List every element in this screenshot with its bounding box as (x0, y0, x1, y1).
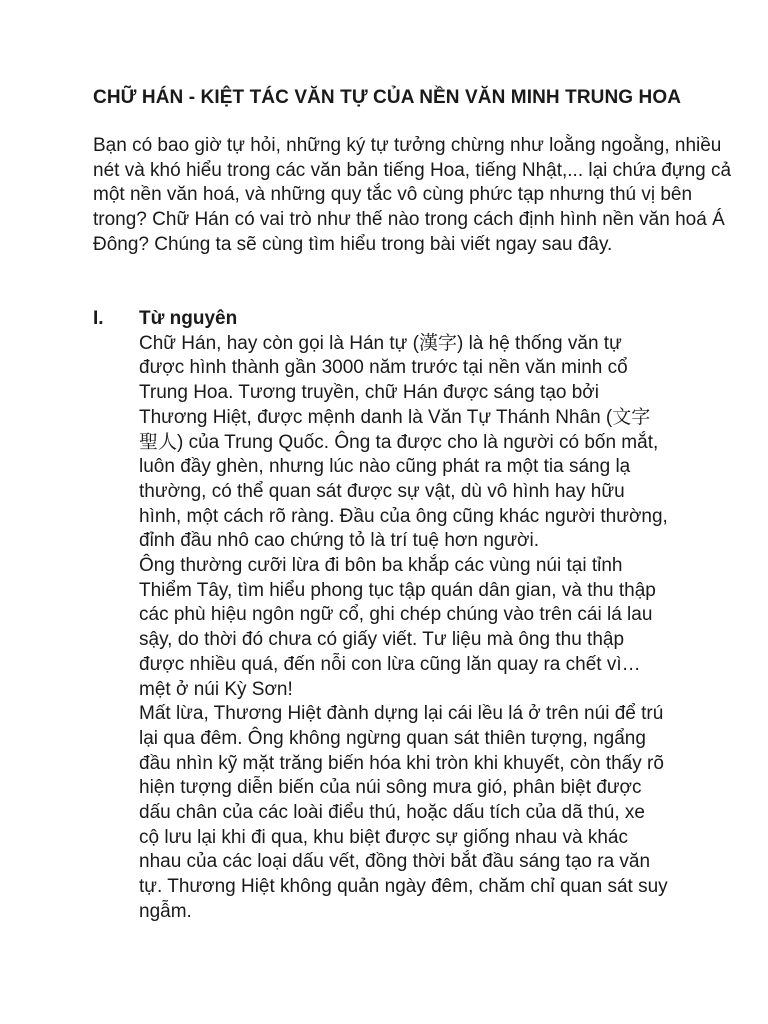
document-title: CHỮ HÁN - KIỆT TÁC VĂN TỰ CỦA NỀN VĂN MINH TRUNG HOA (93, 87, 682, 108)
body-paragraph-2: Ông thường cưỡi lừa đi bôn ba khắp các vùng núi tại tỉnh Thiểm Tây, tìm hiểu phong tục tập quán dân gian, và thu thập các phù hiệu ngôn ngữ cổ, ghi chép chúng vào trên cái lá lau sậy, do thời đó chưa có giấy viết. Tư liệu mà ông thu thập được nhiều quá, đến nỗi con lừa cũng lăn quay ra chết vì… mệt ở núi Kỳ Sơn! (139, 555, 656, 700)
body-paragraph-1: Chữ Hán, hay còn gọi là Hán tự (漢字) là hệ thống văn tự được hình thành gần 3000 năm trước tại nền văn minh cổ Trung Hoa. Tương truyền, chữ Hán được sáng tạo bởi Thương Hiệt, được mệnh danh là Văn Tự Thánh Nhân (文字聖人) của Trung Quốc. Ông ta được cho là người có bốn mắt, luôn đầy ghèn, nhưng lúc nào cũng phát ra một tia sáng lạ thường, có thể quan sát được sự vật, dù vô hình hay hữu hình, một cách rõ ràng. Đầu của ông cũng khác người thường, đỉnh đầu nhô cao chứng tỏ là trí tuệ hơn người. (139, 332, 668, 552)
section-body (139, 332, 669, 925)
body-paragraph-3: Mất lừa, Thương Hiệt đành dựng lại cái lều lá ở trên núi để trú lại qua đêm. Ông không ngừng quan sát thiên tượng, ngẩng đầu nhìn kỹ mặt trăng biến hóa khi tròn khi khuyết, còn thấy rõ hiện tượng diễn biến của núi sông mưa gió, phân biệt được dấu chân của các loài điểu thú, hoặc dấu tích của dã thú, xe cộ lưu lại khi đi qua, khu biệt được sự giống nhau và khác nhau của các loại dấu vết, đồng thời bắt đầu sáng tạo ra văn tự. Thương Hiệt không quản ngày đêm, chăm chỉ quan sát suy ngẫm. (139, 703, 668, 922)
intro-paragraph: Bạn có bao giờ tự hỏi, những ký tự tưởng chừng như loằng ngoằng, nhiều nét và khó hiểu trong các văn bản tiếng Hoa, tiếng Nhật,... lại chứa đựng cả một nền văn hoá, và những quy tắc vô cùng phức tạp nhưng thú vị bên trong? Chữ Hán có vai trò như thế nào trong cách định hình nền văn hoá Á Đông? Chúng ta sẽ cùng tìm hiểu trong bài viết ngay sau đây. (93, 135, 732, 255)
section-etymology (93, 307, 733, 925)
section-number: I. (93, 308, 104, 329)
section-heading (93, 307, 733, 332)
section-title: Từ nguyên (139, 308, 238, 329)
